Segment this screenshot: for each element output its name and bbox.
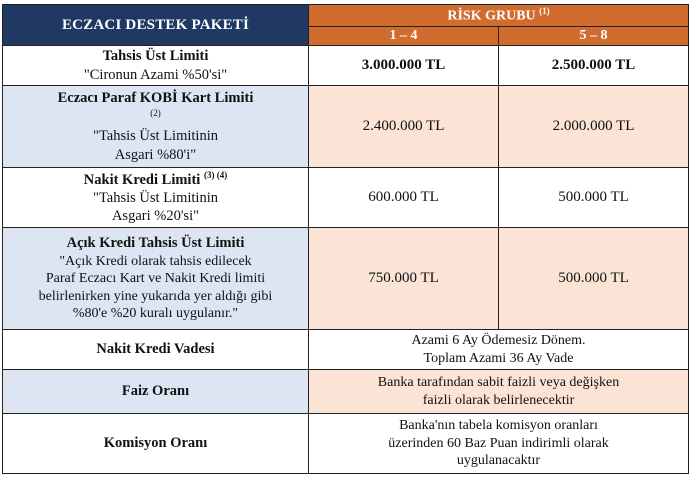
row-title: Açık Kredi Tahsis Üst Limiti bbox=[66, 235, 245, 252]
row-label-faiz: Faiz Oranı bbox=[3, 370, 309, 414]
value-cell: 2.500.000 TL bbox=[499, 46, 689, 86]
row-description: Paraf Eczacı Kart ve Nakit Kredi limiti bbox=[45, 271, 266, 287]
row-title: Tahsis Üst Limiti bbox=[102, 48, 209, 65]
risk-group-footnote: (1) bbox=[539, 5, 550, 16]
value-cell: 500.000 TL bbox=[499, 168, 689, 228]
row-description: Azami 6 Ay Ödemesiz Dönem. bbox=[411, 333, 586, 348]
row-title: Eczacı Paraf KOBİ Kart Limiti bbox=[57, 90, 254, 107]
table-row bbox=[3, 86, 689, 168]
row-description: Banka tarafından sabit faizli veya değişken bbox=[377, 375, 620, 390]
value-cell: 2.400.000 TL bbox=[309, 86, 499, 168]
row-description: Asgari %20'si" bbox=[111, 207, 200, 224]
risk-range-1-4: 1 – 4 bbox=[309, 27, 499, 46]
row-description: %80'e %20 kuralı uygulanır." bbox=[72, 306, 239, 322]
row-title: Nakit Kredi Limiti bbox=[83, 171, 201, 188]
row-description: "Açık Kredi olarak tahsis edilecek bbox=[59, 253, 252, 269]
value-cell: 600.000 TL bbox=[309, 168, 499, 228]
risk-group-header bbox=[309, 5, 689, 27]
row-footnote: (2) bbox=[150, 108, 161, 119]
merged-value-cell bbox=[309, 414, 689, 474]
row-label-vade: Nakit Kredi Vadesi bbox=[3, 330, 309, 370]
row-description: üzerinden 60 Baz Puan indirimli olarak bbox=[388, 435, 609, 451]
row-label-komisyon: Komisyon Oranı bbox=[3, 414, 309, 474]
row-description: uygulanacaktır bbox=[456, 453, 541, 469]
row-description: Banka'nın tabela komisyon oranları bbox=[399, 418, 598, 434]
merged-value-cell bbox=[309, 370, 689, 414]
table-row bbox=[3, 414, 689, 474]
value-cell: 2.000.000 TL bbox=[499, 86, 689, 168]
value-cell: 500.000 TL bbox=[499, 228, 689, 330]
row-label-acik bbox=[3, 228, 309, 330]
support-package-table bbox=[2, 4, 689, 474]
package-title-cell bbox=[3, 5, 309, 46]
table-row bbox=[3, 370, 689, 414]
table-row bbox=[3, 46, 689, 86]
package-title: ECZACI DESTEK PAKETİ bbox=[61, 16, 250, 33]
risk-group-label: RİSK GRUBU bbox=[447, 8, 536, 24]
row-footnote: (3) (4) bbox=[203, 169, 228, 180]
row-description: belirlenirken yine yukarıda yer aldığı gibi bbox=[38, 288, 273, 304]
row-label-nakit bbox=[3, 168, 309, 228]
row-description: Asgari %80'i" bbox=[114, 146, 197, 163]
row-description: Toplam Azami 36 Ay Vade bbox=[423, 350, 574, 366]
value-cell: 750.000 TL bbox=[309, 228, 499, 330]
row-description: "Cironun Azami %50'si" bbox=[83, 66, 228, 83]
table-row bbox=[3, 228, 689, 330]
row-label-paraf bbox=[3, 86, 309, 168]
value-cell: 3.000.000 TL bbox=[309, 46, 499, 86]
risk-range-5-8: 5 – 8 bbox=[499, 27, 689, 46]
row-label-tahsis bbox=[3, 46, 309, 86]
table-row bbox=[3, 330, 689, 370]
table-row bbox=[3, 168, 689, 228]
row-description: "Tahsis Üst Limitinin bbox=[93, 128, 218, 145]
merged-value-cell bbox=[309, 330, 689, 370]
row-description: faizli olarak belirlenecektir bbox=[422, 392, 575, 408]
row-description: "Tahsis Üst Limitinin bbox=[93, 189, 218, 206]
